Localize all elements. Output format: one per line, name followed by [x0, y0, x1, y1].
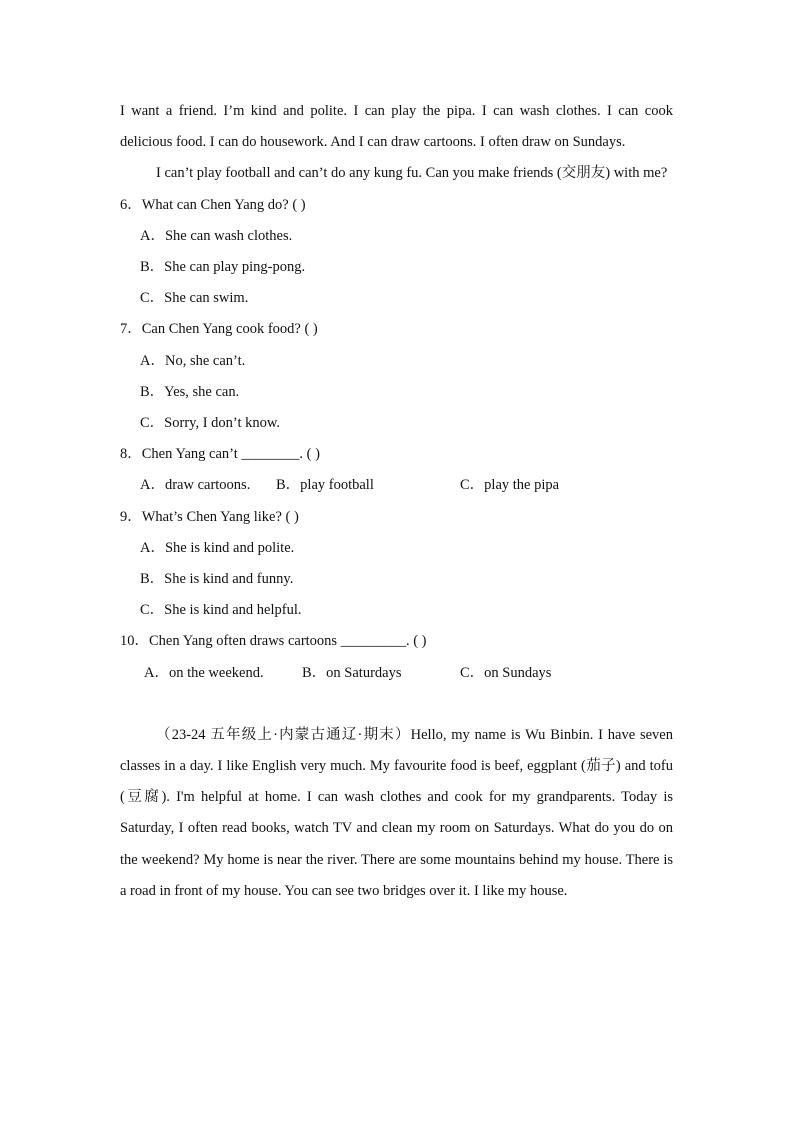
question-9: 9．What’s Chen Yang like? ( ) [120, 508, 299, 525]
question-10-option-a[interactable]: A．on the weekend. [144, 664, 264, 681]
section-spacer [120, 689, 673, 720]
question-9-option-a[interactable]: A．She is kind and polite. [140, 539, 295, 556]
passage-paragraph-2: I can’t play football and can’t do any kung fu. Can you make friends (交朋友) with me? [156, 165, 668, 182]
worksheet-page [120, 96, 673, 907]
question-7: 7．Can Chen Yang cook food? ( ) [120, 321, 318, 338]
question-8: 8．Chen Yang can’t ________. ( ) [120, 446, 320, 463]
question-10-option-b[interactable]: B．on Saturdays [302, 664, 402, 681]
question-6: 6．What can Chen Yang do? ( ) [120, 196, 306, 213]
question-8-option-c[interactable]: C．play the pipa [460, 477, 560, 494]
question-8-options [120, 470, 673, 501]
question-9-option-c[interactable]: C．She is kind and helpful. [140, 602, 302, 619]
question-6-option-a[interactable]: A．She can wash clothes. [140, 227, 293, 244]
passage-paragraph-1: I want a friend. I’m kind and polite. I can play the pipa. I can wash clothes. I can cook delicious food. I can do housework. And I can draw cartoons. I often draw on Sundays. [120, 103, 673, 151]
question-8-option-a[interactable]: A．draw cartoons. [140, 477, 251, 494]
question-9-option-b[interactable]: B．She is kind and funny. [140, 571, 294, 588]
question-6-option-b[interactable]: B．She can play ping-pong. [140, 259, 306, 276]
question-6-option-c[interactable]: C．She can swim. [140, 290, 249, 307]
question-10-options [120, 658, 673, 689]
passage-2: （23-24 五年级上·内蒙古通辽·期末）Hello, my name is Wu Binbin. I have seven classes in a day. I like English very much. My favourite food is beef, eggplant (茄子) and tofu (豆腐). I'm helpful at home. I can wash clothes and cook for my grandparents. Today is Saturday, I often read books, watch TV and clean my room on Saturdays. What do you do on the weekend? My home is near the river. There are some mountains behind my house. There is a road in front of my house. You can see two bridges over it. I like my house. [120, 726, 673, 899]
question-10: 10．Chen Yang often draws cartoons _________. ( ) [120, 633, 427, 650]
question-8-option-b[interactable]: B．play football [276, 477, 374, 494]
question-7-option-b[interactable]: B．Yes, she can. [140, 383, 240, 400]
question-7-option-c[interactable]: C．Sorry, I don’t know. [140, 415, 281, 432]
question-7-option-a[interactable]: A．No, she can’t. [140, 352, 246, 369]
question-10-option-c[interactable]: C．on Sundays [460, 664, 552, 681]
